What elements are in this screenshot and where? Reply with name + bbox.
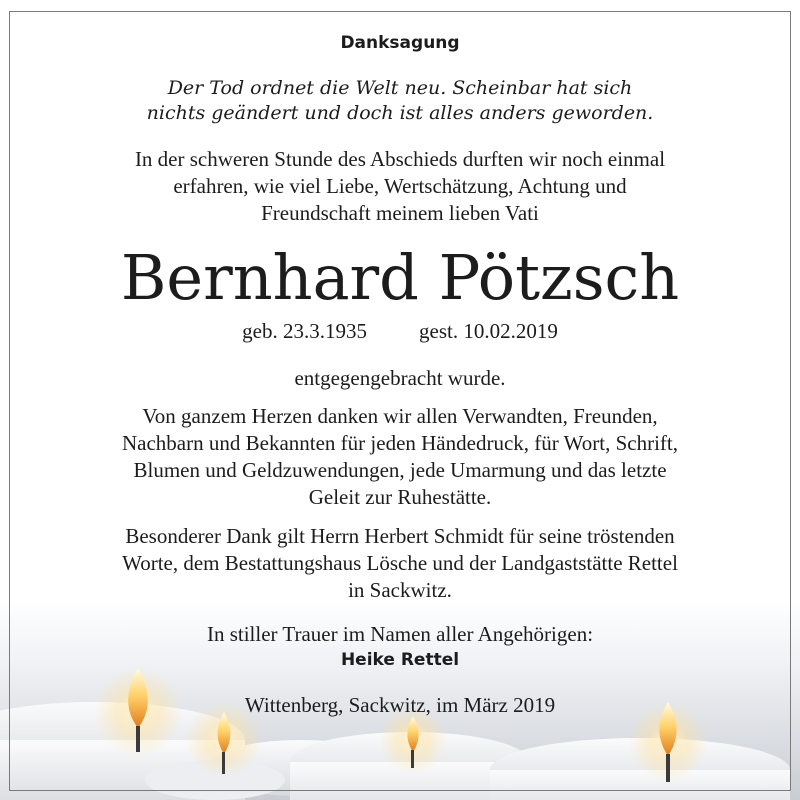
quote-line: Der Tod ordnet die Welt neu. Scheinbar hat sich [167,77,633,99]
death-date: gest. 10.02.2019 [419,319,558,343]
thanks-line: Nachbarn und Bekannten für jeden Händedruck, für Wort, Schrift, [122,431,678,455]
life-dates [30,318,770,345]
closing-text: In stiller Trauer im Namen aller Angehörigen: [206,622,594,646]
deceased-name: Bernhard Pötzsch [120,241,680,314]
special-thanks-line: Worte, dem Bestattungshaus Lösche und der Landgaststätte Rettel [122,551,678,575]
special-thanks-paragraph [30,523,770,604]
intro-line: In der schweren Stunde des Abschieds durften wir noch einmal [134,147,666,171]
closing-line [30,621,770,648]
received-line [30,365,770,392]
thanks-paragraph [30,403,770,511]
thanks-line: Geleit zur Ruhestätte. [308,485,492,509]
thanks-line: Von ganzem Herzen danken wir allen Verwandten, Freunden, [142,404,658,428]
memorial-quote [30,76,770,126]
place-date-line [30,692,770,719]
received-text: entgegengebracht wurde. [294,366,506,390]
birth-date: geb. 23.3.1935 [242,319,367,343]
intro-line: Freundschaft meinem lieben Vati [261,201,539,225]
special-thanks-line: in Sackwitz. [348,578,452,602]
signer-name: Heike Rettel [340,650,460,670]
intro-paragraph [30,146,770,227]
quote-line: nichts geändert und doch ist alles anders geworden. [146,102,654,124]
special-thanks-line: Besonderer Dank gilt Herrn Herbert Schmidt für seine tröstenden [125,524,675,548]
intro-line: erfahren, wie viel Liebe, Wertschätzung, Achtung und [173,174,627,198]
place-date: Wittenberg, Sackwitz, im März 2019 [244,693,556,717]
thanks-line: Blumen und Geldzuwendungen, jede Umarmung und das letzte [133,458,667,482]
heading: Danksagung [340,33,460,53]
